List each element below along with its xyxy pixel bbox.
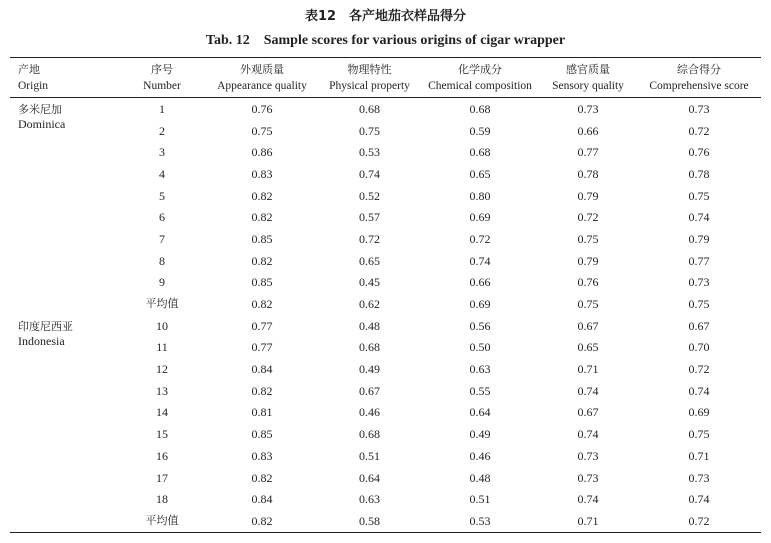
header-origin — [10, 58, 118, 98]
table-row — [10, 445, 761, 467]
table-row — [10, 402, 761, 424]
cell-chemical: 0.65 — [469, 166, 491, 181]
cell-comprehensive: 0.72 — [688, 362, 710, 377]
cell-appearance: 0.82 — [251, 253, 273, 268]
cell-number: 10 — [156, 318, 168, 333]
cell-appearance: 0.77 — [251, 340, 273, 355]
cell-sensory: 0.66 — [577, 123, 599, 138]
cell-physical: 0.48 — [359, 318, 380, 333]
cell-physical: 0.75 — [359, 123, 380, 138]
header-sensory-cn: 感官质量 — [566, 63, 610, 76]
header-physical — [318, 58, 421, 98]
header-comprehensive-en: Comprehensive score — [649, 80, 749, 92]
cell-sensory: 0.74 — [577, 492, 599, 507]
table-title-en: Tab. 12 Sample scores for various origins of cigar wrapper — [205, 33, 566, 48]
table-row — [10, 467, 761, 489]
cell-physical: 0.46 — [359, 405, 380, 420]
header-sensory — [539, 58, 637, 98]
cell-chemical: 0.64 — [469, 405, 491, 420]
cell-appearance: 0.81 — [251, 405, 273, 420]
table-row — [10, 272, 761, 294]
cell-sensory: 0.67 — [577, 405, 599, 420]
origin-cell — [10, 98, 118, 315]
cell-sensory: 0.74 — [577, 383, 599, 398]
cell-comprehensive: 0.77 — [688, 253, 710, 268]
cell-physical: 0.62 — [359, 297, 380, 312]
cell-chemical: 0.68 — [469, 145, 491, 160]
header-appearance — [206, 58, 318, 98]
cell-number: 18 — [156, 492, 168, 507]
table-row — [10, 228, 761, 250]
header-chemical-cn: 化学成分 — [458, 63, 502, 76]
table-row — [10, 185, 761, 207]
cell-chemical: 0.49 — [469, 427, 491, 442]
cell-appearance: 0.85 — [251, 427, 273, 442]
cell-chemical: 0.80 — [469, 188, 491, 203]
cell-comprehensive: 0.74 — [688, 383, 710, 398]
cell-appearance: 0.83 — [251, 448, 273, 463]
cell-comprehensive: 0.73 — [688, 470, 710, 485]
cell-comprehensive: 0.70 — [688, 340, 710, 355]
table-header — [10, 58, 761, 98]
table-row — [10, 337, 761, 359]
header-number-en: Number — [143, 80, 181, 92]
cell-chemical: 0.72 — [469, 231, 491, 246]
header-chemical-en: Chemical composition — [428, 80, 532, 92]
cell-chemical: 0.68 — [469, 101, 491, 116]
cell-physical: 0.49 — [359, 362, 380, 377]
cell-number: 6 — [159, 210, 165, 225]
cell-number: 平均值 — [145, 513, 179, 527]
cell-comprehensive: 0.73 — [688, 275, 710, 290]
cell-physical: 0.68 — [359, 101, 380, 116]
cell-comprehensive: 0.75 — [688, 427, 710, 442]
cell-physical: 0.58 — [359, 513, 380, 528]
cell-appearance: 0.82 — [251, 513, 273, 528]
cell-comprehensive: 0.73 — [688, 101, 710, 116]
cell-sensory: 0.76 — [577, 275, 599, 290]
header-appearance-en: Appearance quality — [217, 80, 307, 92]
cell-number: 12 — [156, 362, 168, 377]
cell-chemical: 0.53 — [469, 513, 491, 528]
cell-sensory: 0.67 — [577, 318, 599, 333]
table-row — [10, 358, 761, 380]
cell-physical: 0.64 — [359, 470, 380, 485]
cell-physical: 0.68 — [359, 340, 380, 355]
table-row — [10, 163, 761, 185]
cell-number: 13 — [156, 383, 168, 398]
cell-appearance: 0.84 — [251, 492, 273, 507]
cell-appearance: 0.82 — [251, 383, 273, 398]
cell-appearance: 0.82 — [251, 297, 273, 312]
cell-number: 2 — [159, 123, 165, 138]
cell-comprehensive: 0.79 — [688, 231, 710, 246]
header-origin-en: Origin — [18, 80, 49, 92]
table-title-cn: 表12 各产地茄衣样品得分 — [304, 9, 467, 24]
cell-comprehensive: 0.76 — [688, 145, 710, 160]
cell-chemical: 0.63 — [469, 362, 491, 377]
table-row — [10, 250, 761, 272]
cell-number: 7 — [159, 231, 165, 246]
cell-physical: 0.53 — [359, 145, 380, 160]
cell-sensory: 0.75 — [577, 231, 599, 246]
cell-sensory: 0.73 — [577, 101, 599, 116]
cell-comprehensive: 0.71 — [688, 448, 710, 463]
cell-appearance: 0.86 — [251, 145, 273, 160]
cell-number: 15 — [156, 427, 168, 442]
cell-appearance: 0.82 — [251, 210, 273, 225]
cell-chemical: 0.69 — [469, 297, 491, 312]
origin-name-en: Indonesia — [18, 333, 65, 348]
cell-appearance: 0.84 — [251, 362, 273, 377]
header-comprehensive-cn: 综合得分 — [677, 63, 721, 76]
cell-comprehensive: 0.75 — [688, 297, 710, 312]
table-row — [10, 98, 761, 120]
header-chemical — [421, 58, 539, 98]
cell-appearance: 0.76 — [251, 101, 273, 116]
table-row — [10, 488, 761, 510]
table-row — [10, 206, 761, 228]
cell-sensory: 0.78 — [577, 166, 599, 181]
cell-appearance: 0.85 — [251, 275, 273, 290]
cell-chemical: 0.69 — [469, 210, 491, 225]
cell-physical: 0.52 — [359, 188, 380, 203]
table-row — [10, 120, 761, 142]
table-row — [10, 510, 761, 532]
cell-appearance: 0.83 — [251, 166, 273, 181]
cell-appearance: 0.75 — [251, 123, 273, 138]
cell-sensory: 0.77 — [577, 145, 599, 160]
cell-chemical: 0.46 — [469, 448, 491, 463]
cell-number: 14 — [156, 405, 168, 420]
table-row — [10, 380, 761, 402]
cell-appearance: 0.77 — [251, 318, 273, 333]
cell-sensory: 0.74 — [577, 427, 599, 442]
cell-comprehensive: 0.74 — [688, 492, 710, 507]
cell-appearance: 0.82 — [251, 470, 273, 485]
cell-number: 4 — [159, 166, 165, 181]
cell-physical: 0.74 — [359, 166, 380, 181]
table-row — [10, 141, 761, 163]
cell-sensory: 0.73 — [577, 448, 599, 463]
cell-number: 16 — [156, 448, 168, 463]
cell-number: 1 — [159, 101, 165, 116]
sample-scores-table — [10, 57, 761, 533]
cell-sensory: 0.75 — [577, 297, 599, 312]
cell-chemical: 0.74 — [469, 253, 491, 268]
cell-comprehensive: 0.72 — [688, 123, 710, 138]
cell-sensory: 0.71 — [577, 513, 599, 528]
cell-sensory: 0.72 — [577, 210, 599, 225]
header-number — [118, 58, 206, 98]
cell-physical: 0.72 — [359, 231, 380, 246]
cell-chemical: 0.51 — [469, 492, 491, 507]
cell-chemical: 0.56 — [469, 318, 491, 333]
cell-physical: 0.57 — [359, 210, 380, 225]
table-row — [10, 293, 761, 315]
cell-chemical: 0.55 — [469, 383, 491, 398]
header-sensory-en: Sensory quality — [552, 80, 624, 92]
origin-name-cn: 多米尼加 — [18, 103, 62, 116]
cell-sensory: 0.71 — [577, 362, 599, 377]
cell-sensory: 0.65 — [577, 340, 599, 355]
cell-physical: 0.63 — [359, 492, 380, 507]
header-appearance-cn: 外观质量 — [240, 63, 284, 76]
cell-physical: 0.45 — [359, 275, 380, 290]
cell-appearance: 0.85 — [251, 231, 273, 246]
cell-comprehensive: 0.74 — [688, 210, 710, 225]
cell-comprehensive: 0.72 — [688, 513, 710, 528]
header-origin-cn: 产地 — [18, 63, 40, 76]
cell-chemical: 0.66 — [469, 275, 491, 290]
cell-comprehensive: 0.78 — [688, 166, 710, 181]
cell-number: 5 — [159, 188, 165, 203]
origin-name-cn: 印度尼西亚 — [18, 319, 73, 333]
cell-sensory: 0.79 — [577, 188, 599, 203]
header-row — [10, 58, 761, 98]
cell-chemical: 0.59 — [469, 123, 491, 138]
cell-appearance: 0.82 — [251, 188, 273, 203]
origin-name-en: Dominica — [18, 117, 66, 131]
header-comprehensive — [637, 58, 761, 98]
origin-cell — [10, 315, 118, 532]
cell-number: 8 — [159, 253, 165, 268]
cell-physical: 0.67 — [359, 383, 380, 398]
cell-chemical: 0.48 — [469, 470, 491, 485]
cell-sensory: 0.73 — [577, 470, 599, 485]
cell-sensory: 0.79 — [577, 253, 599, 268]
cell-comprehensive: 0.69 — [688, 405, 710, 420]
header-number-cn: 序号 — [151, 63, 173, 76]
cell-number: 3 — [159, 145, 165, 160]
cell-number: 9 — [159, 275, 165, 290]
header-physical-cn: 物理特性 — [347, 63, 392, 76]
cell-chemical: 0.50 — [469, 340, 491, 355]
table-row — [10, 315, 761, 337]
header-physical-en: Physical property — [329, 80, 410, 92]
table-body — [10, 98, 761, 533]
cell-physical: 0.68 — [359, 427, 380, 442]
table-row — [10, 423, 761, 445]
cell-physical: 0.51 — [359, 448, 380, 463]
cell-comprehensive: 0.67 — [688, 318, 710, 333]
cell-number: 11 — [156, 340, 168, 355]
cell-physical: 0.65 — [359, 253, 380, 268]
cell-comprehensive: 0.75 — [688, 188, 710, 203]
cell-number: 17 — [156, 470, 168, 485]
cell-number: 平均值 — [145, 297, 179, 311]
